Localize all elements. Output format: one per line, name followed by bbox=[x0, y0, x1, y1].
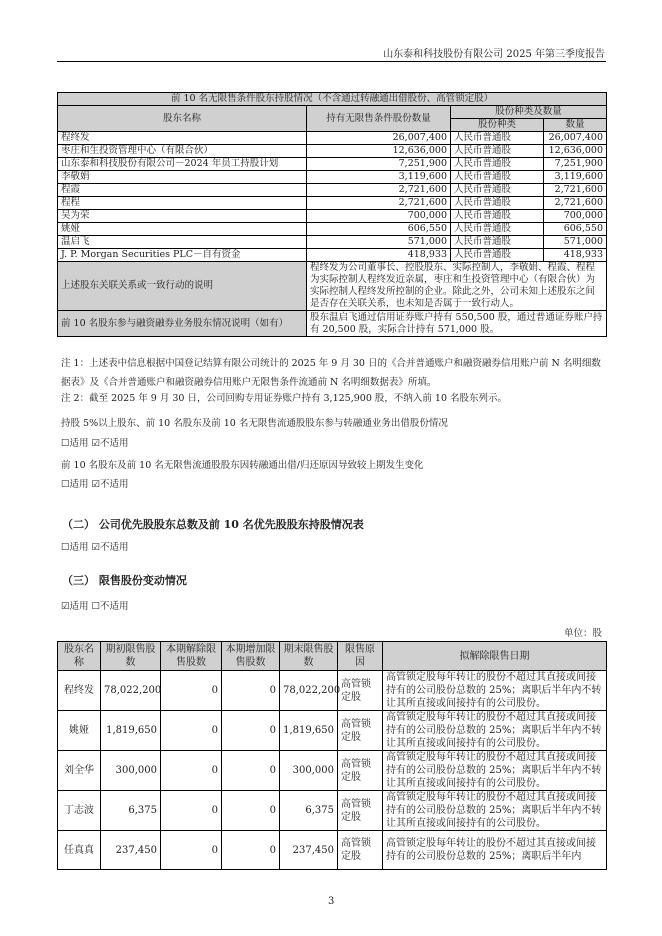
released-restricted: 0 bbox=[161, 711, 222, 751]
release-date: 高管锁定股每年转让的股份不超过其直接或间接持有的公司股份总数的 25%；离职后半年内不转让其所直接或间接持有的公司股份。 bbox=[383, 671, 607, 711]
shareholder-name: 姚娅 bbox=[58, 223, 307, 236]
share-num: 700,000 bbox=[544, 210, 607, 223]
table-row bbox=[58, 671, 607, 711]
share-num: 418,933 bbox=[544, 249, 607, 262]
col-header: 股东名称 bbox=[58, 642, 101, 671]
section-2-checkbox[interactable]: ☐适用 ☑不适用 bbox=[61, 542, 129, 553]
restriction-reason: 高管锁定股 bbox=[338, 791, 383, 831]
released-restricted: 0 bbox=[161, 831, 222, 870]
share-num: 12,636,000 bbox=[544, 145, 607, 158]
shareholder-name: 山东泰和科技股份有限公司－2024 年员工持股计划 bbox=[58, 158, 307, 171]
col-header-qty: 持有无限售条件股份数量 bbox=[307, 106, 451, 132]
share-num: 571,000 bbox=[544, 236, 607, 249]
begin-restricted: 237,450 bbox=[101, 831, 161, 870]
share-num: 3,119,600 bbox=[544, 171, 607, 184]
released-restricted: 0 bbox=[161, 671, 222, 711]
restriction-reason: 高管锁定股 bbox=[338, 671, 383, 711]
begin-restricted: 1,819,650 bbox=[101, 711, 161, 751]
begin-restricted: 6,375 bbox=[101, 791, 161, 831]
col-header-type-group: 股份种类及数量 bbox=[451, 106, 607, 119]
share-type: 人民币普通股 bbox=[451, 184, 544, 197]
end-restricted: 237,450 bbox=[280, 831, 338, 870]
share-num: 606,550 bbox=[544, 223, 607, 236]
unit-label: 单位：股 bbox=[563, 628, 602, 639]
lending-title: 持股 5%以上股东、前 10 名股东及前 10 名无限售流通股股东参与转融通业务出借股份情况 bbox=[61, 418, 448, 429]
col-header: 拟解除限售日期 bbox=[383, 642, 607, 671]
share-num: 7,251,900 bbox=[544, 158, 607, 171]
relation-text: 程终发为公司董事长、控股股东、实际控制人，李敬娟、程霞、程程为实际控制人程终发近亲属，枣庄和生投资管理中心（有限合伙）为实际控制人程终发所控制的企业。除此之外，公司未知上述股东之间是否存在关联关系，也未知是否属于一致行动人。 bbox=[307, 262, 607, 311]
added-restricted: 0 bbox=[222, 671, 280, 711]
unrestricted-qty: 2,721,600 bbox=[307, 184, 451, 197]
unrestricted-qty: 418,933 bbox=[307, 249, 451, 262]
section-2-heading: （二） 公司优先股股东总数及前 10 名优先股股东持股情况表 bbox=[62, 518, 364, 531]
col-header-type: 股份种类 bbox=[451, 119, 544, 132]
share-type: 人民币普通股 bbox=[451, 249, 544, 262]
restricted-shares-table bbox=[57, 641, 607, 870]
col-header-name: 股东名称 bbox=[58, 106, 307, 132]
shareholder-name: 程霞 bbox=[58, 184, 307, 197]
table-row bbox=[58, 751, 607, 791]
table-row bbox=[58, 791, 607, 831]
col-header: 期初限售股数 bbox=[101, 642, 161, 671]
section-3-heading: （三） 限售股份变动情况 bbox=[62, 574, 187, 587]
end-restricted: 6,375 bbox=[280, 791, 338, 831]
shareholder-name: 刘全华 bbox=[58, 751, 101, 791]
table-row bbox=[58, 711, 607, 751]
release-date: 高管锁定股每年转让的股份不超过其直接或间接持有的公司股份总数的 25%；离职后半年内不转让其所直接或间接持有的公司股份。 bbox=[383, 751, 607, 791]
unrestricted-qty: 3,119,600 bbox=[307, 171, 451, 184]
share-num: 2,721,600 bbox=[544, 184, 607, 197]
shareholder-name: 程终发 bbox=[58, 671, 101, 711]
col-header: 本期解除限售股数 bbox=[161, 642, 222, 671]
restriction-reason: 高管锁定股 bbox=[338, 751, 383, 791]
share-type: 人民币普通股 bbox=[451, 171, 544, 184]
unrestricted-qty: 571,000 bbox=[307, 236, 451, 249]
note-2: 注 2：截至 2025 年 9 月 30 日，公司回购专用证券账户持有 3,125,900 股，不纳入前 10 名股东列示。 bbox=[61, 393, 508, 404]
share-type: 人民币普通股 bbox=[451, 145, 544, 158]
share-type: 人民币普通股 bbox=[451, 158, 544, 171]
unrestricted-qty: 700,000 bbox=[307, 210, 451, 223]
col-header: 期末限售股数 bbox=[280, 642, 338, 671]
shareholder-name: 丁志波 bbox=[58, 791, 101, 831]
release-date: 高管锁定股每年转让的股份不超过其直接或间接持有的公司股份总数的 25%；离职后半年内不转让其所直接或间接持有的公司股份。 bbox=[383, 711, 607, 751]
margin-label: 前 10 名股东参与融资融券业务股东情况说明（如有） bbox=[58, 311, 307, 337]
col-header: 本期增加限售股数 bbox=[222, 642, 280, 671]
shareholder-name: 程程 bbox=[58, 197, 307, 210]
header-row bbox=[58, 642, 607, 671]
unrestricted-qty: 7,251,900 bbox=[307, 158, 451, 171]
share-type: 人民币普通股 bbox=[451, 223, 544, 236]
shareholder-name: 任真真 bbox=[58, 831, 101, 870]
change-title: 前 10 名股东及前 10 名无限售流通股股东因转融通出借/归还原因导致较上期发生变化 bbox=[61, 460, 424, 471]
release-date: 高管锁定股每年转让的股份不超过其直接或间接持有的公司股份总数的 25%；离职后半年内 bbox=[383, 831, 607, 870]
added-restricted: 0 bbox=[222, 711, 280, 751]
added-restricted: 0 bbox=[222, 751, 280, 791]
end-restricted: 300,000 bbox=[280, 751, 338, 791]
shareholder-name: 温启飞 bbox=[58, 236, 307, 249]
shareholder-name: 程终发 bbox=[58, 132, 307, 145]
released-restricted: 0 bbox=[161, 791, 222, 831]
share-type: 人民币普通股 bbox=[451, 210, 544, 223]
page-number: 3 bbox=[328, 896, 335, 907]
table-title: 前 10 名无限售条件股东持股情况（不含通过转融通出借股份、高管锁定股） bbox=[58, 93, 607, 106]
share-type: 人民币普通股 bbox=[451, 197, 544, 210]
share-num: 26,007,400 bbox=[544, 132, 607, 145]
release-date: 高管锁定股每年转让的股份不超过其直接或间接持有的公司股份总数的 25%；离职后半年内不转让其所直接或间接持有的公司股份。 bbox=[383, 791, 607, 831]
lending-checkbox[interactable]: ☐适用 ☑不适用 bbox=[61, 438, 129, 449]
share-type: 人民币普通股 bbox=[451, 236, 544, 249]
end-restricted: 1,819,650 bbox=[280, 711, 338, 751]
unrestricted-qty: 606,550 bbox=[307, 223, 451, 236]
begin-restricted: 300,000 bbox=[101, 751, 161, 791]
shareholder-name: 枣庄和生投资管理中心（有限合伙） bbox=[58, 145, 307, 158]
shareholder-name: 吴为荣 bbox=[58, 210, 307, 223]
margin-text: 股东温启飞通过信用证券账户持有 550,500 股，通过普通证券账户持有 20,500 股，实际合计持有 571,000 股。 bbox=[307, 311, 607, 337]
begin-restricted: 78,022,200 bbox=[101, 671, 161, 711]
relation-label: 上述股东关联关系或一致行动的说明 bbox=[58, 262, 307, 311]
shareholder-name: 李敬娟 bbox=[58, 171, 307, 184]
col-header-num: 数量 bbox=[544, 119, 607, 132]
restriction-reason: 高管锁定股 bbox=[338, 711, 383, 751]
restriction-reason: 高管锁定股 bbox=[338, 831, 383, 870]
share-num: 2,721,600 bbox=[544, 197, 607, 210]
added-restricted: 0 bbox=[222, 831, 280, 870]
report-header: 山东泰和科技股份有限公司 2025 年第三季度报告 bbox=[383, 49, 605, 60]
shareholder-name: J. P. Morgan Securities PLC－自有资金 bbox=[58, 249, 307, 262]
unrestricted-qty: 12,636,000 bbox=[307, 145, 451, 158]
share-type: 人民币普通股 bbox=[451, 132, 544, 145]
note-1: 注 1：上述表中信息根据中国登记结算有限公司统计的 2025 年 9 月 30 日的《合并普通账户和融资融券信用账户前 N 名明细数据表》及《合并普通账户和融资融券信用账户无限售条件流通前 N 名明细数据表》所填。 bbox=[61, 358, 601, 388]
section-3-checkbox[interactable]: ☑适用 ☐不适用 bbox=[61, 601, 129, 612]
shareholder-name: 姚娅 bbox=[58, 711, 101, 751]
change-checkbox[interactable]: ☐适用 ☑不适用 bbox=[61, 479, 129, 490]
table-row bbox=[58, 831, 607, 870]
unrestricted-qty: 26,007,400 bbox=[307, 132, 451, 145]
col-header: 限售原因 bbox=[338, 642, 383, 671]
unrestricted-qty: 2,721,600 bbox=[307, 197, 451, 210]
end-restricted: 78,022,200 bbox=[280, 671, 338, 711]
released-restricted: 0 bbox=[161, 751, 222, 791]
added-restricted: 0 bbox=[222, 791, 280, 831]
